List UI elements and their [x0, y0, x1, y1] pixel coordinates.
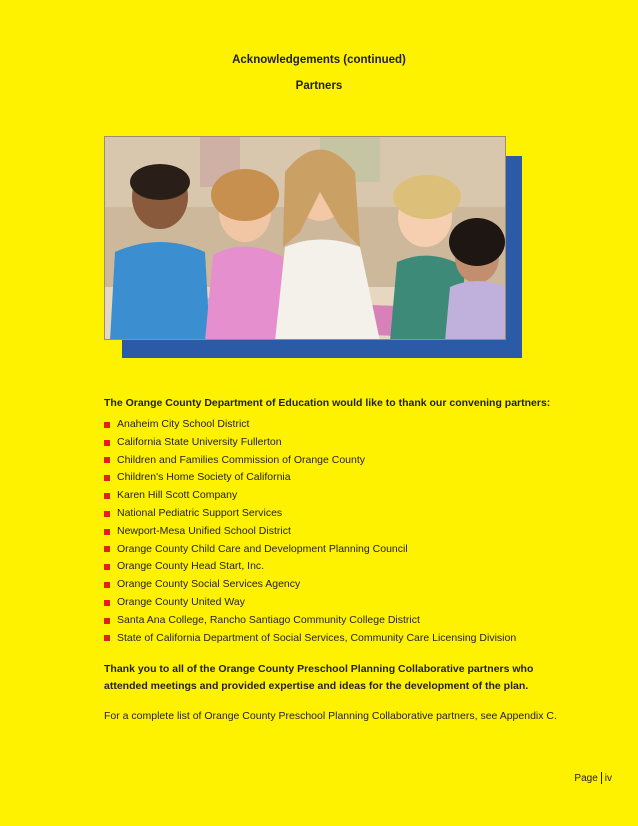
section-subtitle: Partners: [295, 80, 343, 92]
thanks-paragraph: Thank you to all of the Orange County Preschool Planning Collaborative partners who attended meetings and provided expertise and ideas for the development of the plan.: [104, 663, 534, 692]
partner-name: State of California Department of Social Services, Community Care Licensing Division: [117, 631, 517, 644]
partner-name: Children's Home Society of California: [117, 471, 291, 484]
list-item: [104, 434, 516, 452]
square-bullet-icon: [104, 618, 110, 624]
intro-text: The Orange County Department of Education would like to thank our convening partners:: [104, 397, 551, 409]
partner-name: Karen Hill Scott Company: [117, 489, 238, 502]
partner-name: National Pediatric Support Services: [117, 506, 283, 519]
square-bullet-icon: [104, 475, 110, 481]
square-bullet-icon: [104, 529, 110, 535]
partner-name: Santa Ana College, Rancho Santiago Community College District: [117, 613, 420, 626]
square-bullet-icon: [104, 422, 110, 428]
list-item: [104, 541, 516, 559]
classroom-photo: [104, 136, 506, 340]
partner-name: Orange County United Way: [117, 595, 246, 608]
page-title: Acknowledgements (continued): [232, 54, 406, 66]
square-bullet-icon: [104, 600, 110, 606]
square-bullet-icon: [104, 546, 110, 552]
list-item: [104, 630, 516, 648]
square-bullet-icon: [104, 635, 110, 641]
list-item: [104, 594, 516, 612]
partner-name: Children and Families Commission of Orange County: [117, 453, 366, 466]
partner-name: Anaheim City School District: [117, 418, 250, 430]
list-item: [104, 469, 516, 487]
page-separator: [601, 772, 602, 784]
square-bullet-icon: [104, 564, 110, 570]
appendix-note: For a complete list of Orange County Preschool Planning Collaborative partners, see Appendix C.: [104, 710, 557, 722]
partner-name: California State University Fullerton: [117, 435, 282, 448]
partner-name: Orange County Child Care and Development Planning Council: [117, 542, 408, 555]
square-bullet-icon: [104, 440, 110, 446]
list-item: [104, 416, 516, 434]
list-item: [104, 558, 516, 576]
square-bullet-icon: [104, 493, 110, 499]
page-label: Page: [574, 772, 598, 784]
page-number: [574, 772, 612, 784]
square-bullet-icon: [104, 582, 110, 588]
partner-name: Orange County Social Services Agency: [117, 578, 301, 591]
partner-list: [104, 416, 516, 647]
partner-name: Newport-Mesa Unified School District: [117, 524, 291, 537]
list-item: [104, 452, 516, 470]
photo-frame: [104, 136, 522, 358]
partner-name: Orange County Head Start, Inc.: [117, 560, 265, 573]
list-item: [104, 523, 516, 541]
list-item: [104, 576, 516, 594]
square-bullet-icon: [104, 457, 110, 463]
list-item: [104, 612, 516, 630]
list-item: [104, 505, 516, 523]
classroom-illustration: [105, 137, 506, 340]
page-number-value: iv: [604, 772, 612, 784]
list-item: [104, 487, 516, 505]
square-bullet-icon: [104, 511, 110, 517]
